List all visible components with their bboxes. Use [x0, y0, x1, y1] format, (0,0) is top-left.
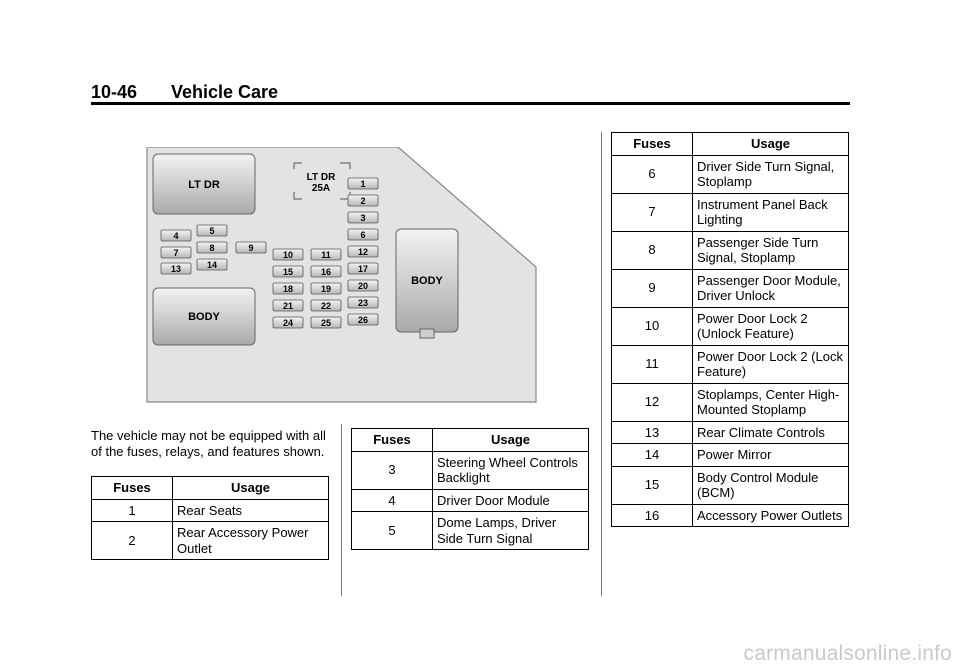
- fuse-usage: Rear Accessory Power Outlet: [173, 522, 329, 560]
- page-number: 10-46: [91, 82, 138, 102]
- fuse-label: 23: [357, 298, 369, 308]
- table-row: [612, 155, 849, 193]
- fuse-13: [161, 263, 191, 274]
- table-row: [612, 307, 849, 345]
- fuse-5: [197, 225, 227, 236]
- fuse-19: [311, 283, 341, 294]
- table-row: [612, 193, 849, 231]
- fuse-usage: Power Mirror: [693, 444, 849, 467]
- fuse-3: [348, 212, 378, 223]
- fuse-21: [273, 300, 303, 311]
- fuses-header: Fuses: [352, 429, 433, 452]
- lt-dr-relay: [153, 154, 255, 214]
- fuse-usage: Body Control Module (BCM): [693, 466, 849, 504]
- fuse-number: 7: [612, 193, 693, 231]
- fuse-22: [311, 300, 341, 311]
- fuse-label: 8: [209, 243, 215, 253]
- fuse-9: [236, 242, 266, 253]
- usage-header: Usage: [173, 477, 329, 500]
- table-row: [612, 345, 849, 383]
- fuse-2: [348, 195, 378, 206]
- usage-header: Usage: [433, 429, 589, 452]
- table-row: [92, 499, 329, 522]
- table-row: [92, 522, 329, 560]
- fuse-usage: Dome Lamps, Driver Side Turn Signal: [433, 512, 589, 550]
- fuse-label: 17: [357, 264, 369, 274]
- table-row: [352, 512, 589, 550]
- body-relay-left: [153, 288, 255, 345]
- table-row: [612, 269, 849, 307]
- fuse-7: [161, 247, 191, 258]
- fuse-number: 12: [612, 383, 693, 421]
- fuse-label: 25: [320, 318, 332, 328]
- table-row: [612, 421, 849, 444]
- fuses-header: Fuses: [612, 133, 693, 156]
- fuse-number: 15: [612, 466, 693, 504]
- fuse-25: [311, 317, 341, 328]
- table-row: [612, 383, 849, 421]
- fuse-label: 14: [206, 260, 218, 270]
- body-relay-left-label: BODY: [188, 311, 220, 323]
- fuse-24: [273, 317, 303, 328]
- fuse-usage: Driver Door Module: [433, 489, 589, 512]
- fuse-usage: Driver Side Turn Signal, Stoplamp: [693, 155, 849, 193]
- fuse-usage: Steering Wheel Controls Backlight: [433, 451, 589, 489]
- fuse-1: [348, 178, 378, 189]
- fuse-label: 22: [320, 301, 332, 311]
- fuse-label: 26: [357, 315, 369, 325]
- fuse-number: 11: [612, 345, 693, 383]
- fuse-usage: Power Door Lock 2 (Unlock Feature): [693, 307, 849, 345]
- fuse-label: 4: [173, 231, 179, 241]
- fuse-label: 19: [320, 284, 332, 294]
- fuse-15: [273, 266, 303, 277]
- fuse-label: 6: [360, 230, 366, 240]
- body-relay-right-label: BODY: [411, 275, 443, 287]
- fuse-4: [161, 230, 191, 241]
- body-relay-right: [396, 229, 458, 338]
- header-rule: [91, 102, 850, 105]
- fuse-label: 5: [209, 226, 215, 236]
- fuse-label: 3: [360, 213, 366, 223]
- fuse-23: [348, 297, 378, 308]
- fuse-number: 13: [612, 421, 693, 444]
- fuse-number: 5: [352, 512, 433, 550]
- watermark: carmanualsonline.info: [743, 642, 952, 665]
- column-divider-left: [341, 424, 342, 596]
- fuse-17: [348, 263, 378, 274]
- table-row: [352, 451, 589, 489]
- lt-dr-rating: 25A: [311, 183, 331, 194]
- fuse-11: [311, 249, 341, 260]
- fuse-14: [197, 259, 227, 270]
- fuse-number: 9: [612, 269, 693, 307]
- fuse-number: 10: [612, 307, 693, 345]
- fuse-label: 18: [282, 284, 294, 294]
- fuse-number: 4: [352, 489, 433, 512]
- fuse-table-1: [91, 476, 329, 560]
- column-divider-right: [601, 132, 602, 596]
- lt-dr-small-label: LT DR: [306, 172, 336, 183]
- fuse-number: 16: [612, 504, 693, 527]
- fuses-header: Fuses: [92, 477, 173, 500]
- table-row: [612, 231, 849, 269]
- fuse-20: [348, 280, 378, 291]
- fuse-number: 6: [612, 155, 693, 193]
- fuse-block-diagram: [144, 147, 538, 405]
- fuse-label: 20: [357, 281, 369, 291]
- usage-header: Usage: [693, 133, 849, 156]
- fuse-label: 21: [282, 301, 294, 311]
- equipment-note: The vehicle may not be equipped with all of the fuses, relays, and features shown.: [91, 428, 326, 459]
- table-row: [612, 466, 849, 504]
- fuse-number: 3: [352, 451, 433, 489]
- fuse-26: [348, 314, 378, 325]
- fuse-10: [273, 249, 303, 260]
- fuse-label: 24: [282, 318, 294, 328]
- fuse-label: 12: [357, 247, 369, 257]
- fuse-12: [348, 246, 378, 257]
- fuse-16: [311, 266, 341, 277]
- fuse-usage: Passenger Door Module, Driver Unlock: [693, 269, 849, 307]
- fuse-usage: Stoplamps, Center High- Mounted Stoplamp: [693, 383, 849, 421]
- fuse-table-2: [351, 428, 589, 550]
- table-row: [352, 489, 589, 512]
- table-row: [612, 444, 849, 467]
- fuse-18: [273, 283, 303, 294]
- fuse-8: [197, 242, 227, 253]
- fuse-usage: Accessory Power Outlets: [693, 504, 849, 527]
- fuse-usage: Rear Seats: [173, 499, 329, 522]
- table-row: [612, 504, 849, 527]
- fuse-usage: Passenger Side Turn Signal, Stoplamp: [693, 231, 849, 269]
- fuse-label: 1: [360, 179, 366, 189]
- fuse-label: 13: [170, 264, 182, 274]
- section-title: Vehicle Care: [171, 82, 279, 102]
- fuse-usage: Rear Climate Controls: [693, 421, 849, 444]
- fuse-number: 14: [612, 444, 693, 467]
- fuse-label: 15: [282, 267, 294, 277]
- fuse-label: 11: [321, 250, 331, 260]
- fuse-table-3: [611, 132, 849, 527]
- fuse-label: 16: [320, 267, 332, 277]
- page-header: [91, 82, 278, 103]
- fuse-label: 7: [173, 248, 179, 258]
- fuse-label: 9: [248, 243, 254, 253]
- fuse-usage: Power Door Lock 2 (Lock Feature): [693, 345, 849, 383]
- fuse-number: 1: [92, 499, 173, 522]
- fuse-label: 2: [360, 196, 366, 206]
- lt-dr-relay-label: LT DR: [188, 179, 220, 191]
- fuse-number: 2: [92, 522, 173, 560]
- fuse-6: [348, 229, 378, 240]
- fuse-label: 10: [282, 250, 294, 260]
- fuse-usage: Instrument Panel Back Lighting: [693, 193, 849, 231]
- fuse-number: 8: [612, 231, 693, 269]
